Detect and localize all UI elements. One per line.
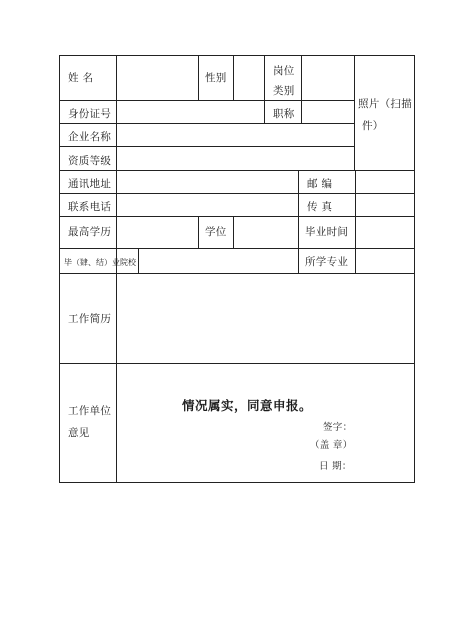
fax-field[interactable] — [356, 194, 414, 216]
graduation-time-label: 毕业时间 — [305, 226, 349, 238]
approval-statement: 情况属实，同意申报。 — [182, 398, 313, 413]
address-field[interactable] — [117, 171, 298, 193]
col-divider — [264, 55, 265, 124]
photo-field[interactable] — [355, 56, 414, 170]
major-field[interactable] — [356, 249, 414, 273]
col-divider — [298, 248, 299, 274]
photo-label-line2: 件） — [362, 120, 384, 132]
gender-label: 性别 — [205, 72, 227, 84]
col-divider — [298, 170, 299, 217]
fax-label: 传 真 — [307, 201, 333, 213]
qualification-label: 资质等级 — [68, 155, 112, 167]
id-number-field[interactable] — [117, 101, 264, 123]
row-divider — [59, 363, 415, 364]
employer-opinion-label-line2: 意见 — [68, 427, 90, 439]
address-label: 通讯地址 — [68, 178, 112, 190]
employer-opinion-label-line1: 工作单位 — [68, 405, 112, 417]
school-field[interactable] — [139, 249, 298, 273]
position-type-label-line1: 岗位 — [273, 65, 295, 77]
id-number-label: 身份证号 — [68, 108, 112, 120]
title-label: 职称 — [273, 108, 295, 120]
col-divider — [198, 55, 199, 101]
table-border-right — [414, 55, 415, 483]
graduation-time-field[interactable] — [356, 217, 414, 248]
title-field[interactable] — [302, 101, 354, 123]
gender-field[interactable] — [234, 56, 264, 100]
education-field[interactable] — [117, 217, 198, 248]
degree-label: 学位 — [205, 226, 227, 238]
postcode-label: 邮 编 — [307, 178, 333, 190]
name-label: 姓 名 — [68, 72, 94, 84]
phone-label: 联系电话 — [68, 201, 112, 213]
company-name-field[interactable] — [117, 124, 354, 146]
position-type-field[interactable] — [302, 56, 354, 100]
col-divider — [198, 216, 199, 249]
school-label: 毕（肄、结）业院校 — [64, 258, 136, 267]
date-label: 日 期： — [319, 461, 352, 472]
seal-label: （盖 章） — [310, 440, 353, 451]
qualification-field[interactable] — [117, 147, 354, 170]
phone-field[interactable] — [117, 194, 298, 216]
col-divider — [298, 216, 299, 249]
work-history-label: 工作简历 — [68, 313, 112, 325]
postcode-field[interactable] — [356, 171, 414, 193]
table-border-bottom — [59, 482, 415, 483]
signature-label: 签字： — [323, 422, 353, 433]
major-label: 所学专业 — [305, 256, 349, 268]
photo-label-line1: 照片（扫描 — [358, 98, 412, 110]
position-type-label-line2: 类别 — [273, 85, 295, 97]
education-label: 最高学历 — [68, 226, 112, 238]
degree-field[interactable] — [234, 217, 298, 248]
company-name-label: 企业名称 — [68, 131, 112, 143]
work-history-field[interactable] — [117, 274, 414, 363]
table-border-left — [59, 55, 60, 483]
name-field[interactable] — [117, 56, 198, 100]
